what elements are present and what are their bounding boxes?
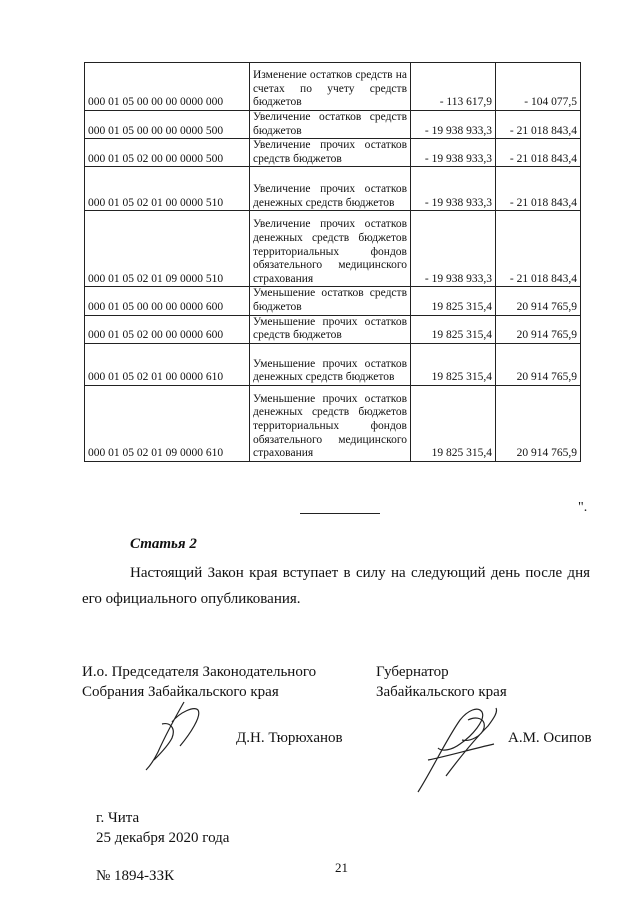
- row-value-2021: - 104 077,5: [496, 63, 581, 111]
- table-row: [85, 287, 581, 315]
- row-code: 000 01 05 02 01 09 0000 510: [85, 211, 250, 287]
- row-description: Увеличение прочих остатков денежных средств бюджетов территориальных фондов обязательного медицинского страхования: [250, 211, 411, 287]
- right-title-line-2: Забайкальского края: [376, 684, 507, 700]
- closing-divider: [300, 513, 380, 514]
- budget-table-body: [85, 63, 581, 462]
- right-signature-icon: [398, 700, 508, 800]
- city: г. Чита: [96, 810, 140, 826]
- row-value-2020: 19 825 315,4: [411, 385, 496, 461]
- row-value-2020: - 19 938 933,3: [411, 111, 496, 139]
- row-description: Изменение остатков средств на счетах по учету средств бюджетов: [250, 63, 411, 111]
- row-value-2020: 19 825 315,4: [411, 287, 496, 315]
- closing-quote: ".: [578, 500, 588, 515]
- row-code: 000 01 05 02 01 09 0000 610: [85, 385, 250, 461]
- row-code: 000 01 05 00 00 00 0000 500: [85, 111, 250, 139]
- row-code: 000 01 05 02 00 00 0000 500: [85, 139, 250, 167]
- row-code: 000 01 05 02 01 00 0000 510: [85, 167, 250, 211]
- row-value-2020: - 19 938 933,3: [411, 139, 496, 167]
- row-description: Уменьшение остатков средств бюджетов: [250, 287, 411, 315]
- table-row: [85, 315, 581, 343]
- row-description: Увеличение прочих остатков денежных средств бюджетов: [250, 167, 411, 211]
- row-code: 000 01 05 00 00 00 0000 600: [85, 287, 250, 315]
- left-title-line-2: Собрания Забайкальского края: [82, 684, 279, 700]
- left-signatory-name: Д.Н. Тюрюханов: [236, 730, 343, 746]
- row-value-2021: 20 914 765,9: [496, 315, 581, 343]
- row-description: Уменьшение прочих остатков средств бюджетов: [250, 315, 411, 343]
- article-text: Настоящий Закон края вступает в силу на следующий день после дня его официального опубликования.: [82, 565, 590, 607]
- row-value-2021: - 21 018 843,4: [496, 111, 581, 139]
- law-number: № 1894-ЗЗК: [96, 868, 175, 884]
- left-signature-icon: [136, 694, 216, 774]
- signing-place: [96, 808, 229, 848]
- row-value-2020: - 19 938 933,3: [411, 167, 496, 211]
- row-value-2020: - 19 938 933,3: [411, 211, 496, 287]
- page-number: 21: [335, 860, 348, 875]
- row-value-2021: 20 914 765,9: [496, 343, 581, 385]
- row-value-2021: 20 914 765,9: [496, 287, 581, 315]
- budget-table: [84, 62, 581, 462]
- row-value-2021: - 21 018 843,4: [496, 139, 581, 167]
- row-value-2020: 19 825 315,4: [411, 343, 496, 385]
- row-description: Уменьшение прочих остатков денежных средств бюджетов: [250, 343, 411, 385]
- row-code: 000 01 05 02 00 00 0000 600: [85, 315, 250, 343]
- row-description: Уменьшение прочих остатков денежных средств бюджетов территориальных фондов обязательного медицинского страхования: [250, 385, 411, 461]
- row-value-2021: - 21 018 843,4: [496, 167, 581, 211]
- date: 25 декабря 2020 года: [96, 830, 230, 846]
- right-title-line-1: Губернатор: [376, 664, 449, 680]
- table-row: [85, 211, 581, 287]
- left-title-line-1: И.о. Председателя Законодательного: [82, 664, 317, 680]
- right-signatory-name: А.М. Осипов: [508, 730, 592, 746]
- right-signatory-title: [376, 662, 507, 702]
- row-value-2020: - 113 617,9: [411, 63, 496, 111]
- table-row: [85, 385, 581, 461]
- table-row: [85, 343, 581, 385]
- row-code: 000 01 05 02 01 00 0000 610: [85, 343, 250, 385]
- row-value-2021: 20 914 765,9: [496, 385, 581, 461]
- table-row: [85, 139, 581, 167]
- row-description: Увеличение остатков средств бюджетов: [250, 111, 411, 139]
- table-row: [85, 111, 581, 139]
- row-value-2020: 19 825 315,4: [411, 315, 496, 343]
- row-code: 000 01 05 00 00 00 0000 000: [85, 63, 250, 111]
- table-row: [85, 167, 581, 211]
- row-value-2021: - 21 018 843,4: [496, 211, 581, 287]
- article-heading: Статья 2: [130, 536, 197, 552]
- row-description: Увеличение прочих остатков средств бюджетов: [250, 139, 411, 167]
- table-row: [85, 63, 581, 111]
